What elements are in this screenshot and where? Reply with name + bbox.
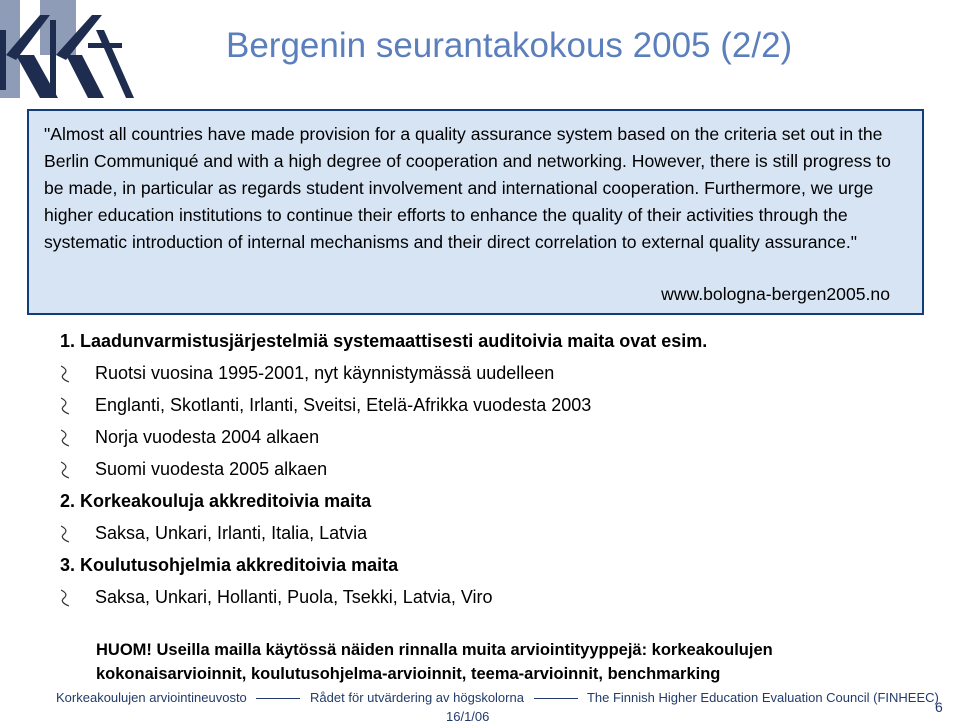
list-item	[60, 581, 940, 613]
list-item	[60, 421, 940, 453]
footer-separator	[534, 698, 578, 699]
bullet-icon	[60, 461, 70, 479]
list-item-text: Norja vuodesta 2004 alkaen	[95, 427, 320, 447]
bullet-icon	[60, 589, 70, 607]
bullet-icon	[60, 429, 70, 447]
slide-title: Bergenin seurantakokous 2005 (2/2)	[226, 26, 793, 65]
slide-content	[60, 325, 940, 613]
list-item-text: Suomi vuodesta 2005 alkaen	[95, 459, 328, 479]
page-number: 6	[935, 699, 943, 715]
section-heading: 3. Koulutusohjelmia akkreditoivia maita	[60, 555, 399, 575]
quote-box	[27, 109, 924, 315]
section-heading: 1. Laadunvarmistusjärjestelmiä systemaattisesti auditoivia maita ovat esim.	[60, 331, 708, 351]
kka-logo	[0, 0, 138, 98]
footer-date: 16/1/06	[446, 709, 490, 724]
list-item-text: Saksa, Unkari, Hollanti, Puola, Tsekki, Latvia, Viro	[95, 587, 493, 607]
bullet-icon	[60, 525, 70, 543]
quote-text: "Almost all countries have made provision for a quality assurance system based on the criteria set out in the Berlin Communiqué and with a high degree of cooperation and networking. However, there is still progress to be made, in particular as regards student involvement and international cooperation. Furthermore, we urge higher education institutions to continue their efforts to enhance the quality of their activities through the systematic introduction of internal mechanisms and their direct correlation to external quality assurance."	[44, 124, 891, 252]
list-item	[60, 517, 940, 549]
list-item-text: Saksa, Unkari, Irlanti, Italia, Latvia	[95, 523, 368, 543]
note-label: HUOM!	[96, 641, 152, 659]
quote-source-url: www.bologna-bergen2005.no	[661, 284, 890, 304]
bullet-icon	[60, 365, 70, 383]
list-item	[60, 453, 940, 485]
note-text: Useilla mailla käytössä näiden rinnalla muita arviointityyppejä: korkeakoulujen kokonaisarvioinnit, koulutusohjelma-arvioinnit, teema-arvioinnit, benchmarking	[96, 641, 773, 683]
list-item	[60, 357, 940, 389]
list-item-text: Ruotsi vuosina 1995-2001, nyt käynnistymässä uudelleen	[95, 363, 555, 383]
footer-org-en: The Finnish Higher Education Evaluation Council (FINHEEC)	[586, 690, 939, 705]
list-item-text: Englanti, Skotlanti, Irlanti, Sveitsi, Etelä-Afrikka vuodesta 2003	[95, 395, 592, 415]
footer-org-fi: Korkeakoulujen arviointineuvosto	[56, 690, 247, 705]
list-item	[60, 389, 940, 421]
bullet-icon	[60, 397, 70, 415]
section-heading: 2. Korkeakouluja akkreditoivia maita	[60, 491, 372, 511]
note	[96, 638, 896, 686]
footer-separator	[256, 698, 300, 699]
footer	[56, 690, 939, 705]
footer-org-sv: Rådet för utvärdering av högskolorna	[310, 690, 524, 705]
